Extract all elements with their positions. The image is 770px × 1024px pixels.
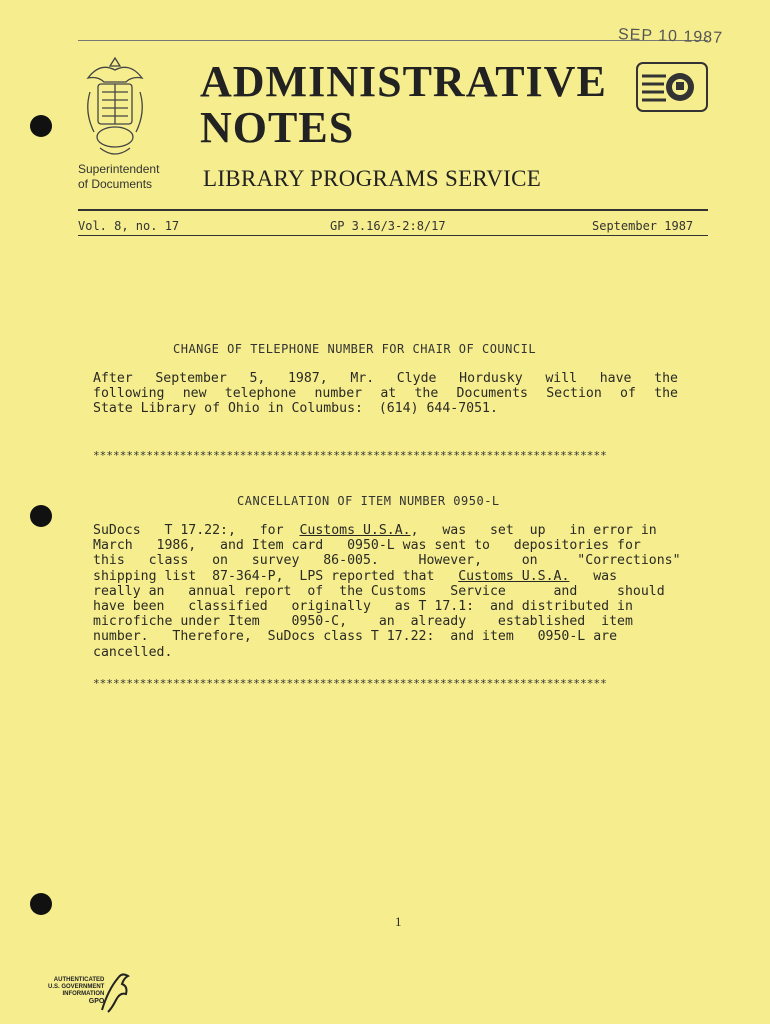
- word: telephone: [224, 386, 297, 402]
- publication-title: Customs U.S.A.: [299, 523, 411, 538]
- word: Hordusky: [459, 371, 523, 386]
- section1-paragraph: [93, 371, 678, 417]
- word: at: [380, 386, 397, 402]
- section2-line: have been classified originally as T 17.1: and distributed in: [93, 599, 633, 615]
- section2-line: really an annual report of the Customs Service and should: [93, 583, 665, 599]
- publication-title: Customs U.S.A.: [458, 568, 570, 584]
- word: Section: [546, 386, 602, 402]
- word: After: [93, 371, 133, 386]
- gpo-authenticated-logo: [48, 977, 104, 1005]
- section2-line: [93, 523, 678, 538]
- gpo-logo-line2: U.S. GOVERNMENT: [48, 984, 105, 990]
- service-name: LIBRARY PROGRAMS SERVICE: [203, 166, 542, 191]
- text: SuDocs T 17.22:, for: [93, 523, 300, 538]
- word: September: [155, 371, 227, 386]
- word: Clyde: [396, 371, 437, 386]
- word: State Library of Ohio in Columbus: (614) 644-7051.: [93, 401, 498, 417]
- word: Mr.: [350, 371, 375, 386]
- section2-heading: CANCELLATION OF ITEM NUMBER 0950-L: [237, 494, 500, 508]
- lps-emblem-icon: [636, 62, 708, 112]
- gpo-logo-line3: INFORMATION: [62, 991, 105, 997]
- word: number: [314, 386, 363, 402]
- section1-line: [93, 401, 678, 416]
- section2-line: microfiche under Item 0950-C, an already established item: [93, 614, 633, 630]
- received-date-stamp: SEP 10 1987: [617, 26, 724, 47]
- separator-1: *****************************************************************************: [93, 449, 607, 462]
- issuer-line2: of Documents: [78, 177, 153, 191]
- binder-hole-bottom: [30, 893, 52, 915]
- issue-class-number: GP 3.16/3-2:8/17: [330, 219, 446, 233]
- word: the: [654, 371, 678, 386]
- eagle-icon: [98, 970, 132, 1014]
- gpo-logo-line4: GPO: [88, 998, 105, 1005]
- masthead-title-line2: NOTES: [200, 103, 355, 152]
- word: will: [545, 371, 578, 386]
- section2-line: cancelled.: [93, 644, 173, 660]
- section2-line: [93, 569, 678, 584]
- word: new: [182, 386, 207, 402]
- superintendent-seal: [80, 52, 150, 162]
- masthead-title-line1: ADMINISTRATIVE: [200, 57, 607, 106]
- word: of: [620, 386, 636, 402]
- issuer-line1: Superintendent: [78, 162, 160, 176]
- binder-hole-middle: [30, 505, 52, 527]
- text: shipping list 87-364-P, LPS reported that: [93, 568, 459, 584]
- separator-2: *****************************************************************************: [93, 677, 607, 690]
- word: have: [599, 371, 632, 386]
- section2-line: this class on survey 86-005. However, on "Corrections": [93, 553, 681, 569]
- word: following: [93, 386, 165, 402]
- word: 5,: [249, 371, 266, 386]
- section1-line: [93, 371, 678, 386]
- binder-hole-top: [30, 115, 52, 137]
- word: the: [654, 386, 678, 402]
- word: Documents: [456, 386, 528, 402]
- gpo-logo-line1: AUTHENTICATED: [53, 977, 105, 983]
- text: , was set up in error in: [410, 523, 657, 538]
- issue-volume: Vol. 8, no. 17: [78, 219, 180, 233]
- section2-paragraph: [93, 523, 681, 660]
- issue-rule: [78, 235, 708, 236]
- section2-line: March 1986, and Item card 0950-L was sent to depositories for: [93, 538, 641, 554]
- issuer-label: [78, 162, 159, 192]
- issue-date: September 1987: [592, 219, 694, 233]
- section2-line: number. Therefore, SuDocs class T 17.22: and item 0950-L are: [93, 629, 618, 645]
- page-number: 1: [395, 914, 402, 929]
- top-rule: [78, 40, 708, 41]
- section1-line: [93, 386, 678, 401]
- word: 1987,: [287, 371, 328, 386]
- section1-heading: CHANGE OF TELEPHONE NUMBER FOR CHAIR OF COUNCIL: [173, 342, 537, 356]
- word: the: [414, 386, 439, 402]
- masthead-rule: [78, 209, 708, 211]
- text: was: [569, 568, 618, 584]
